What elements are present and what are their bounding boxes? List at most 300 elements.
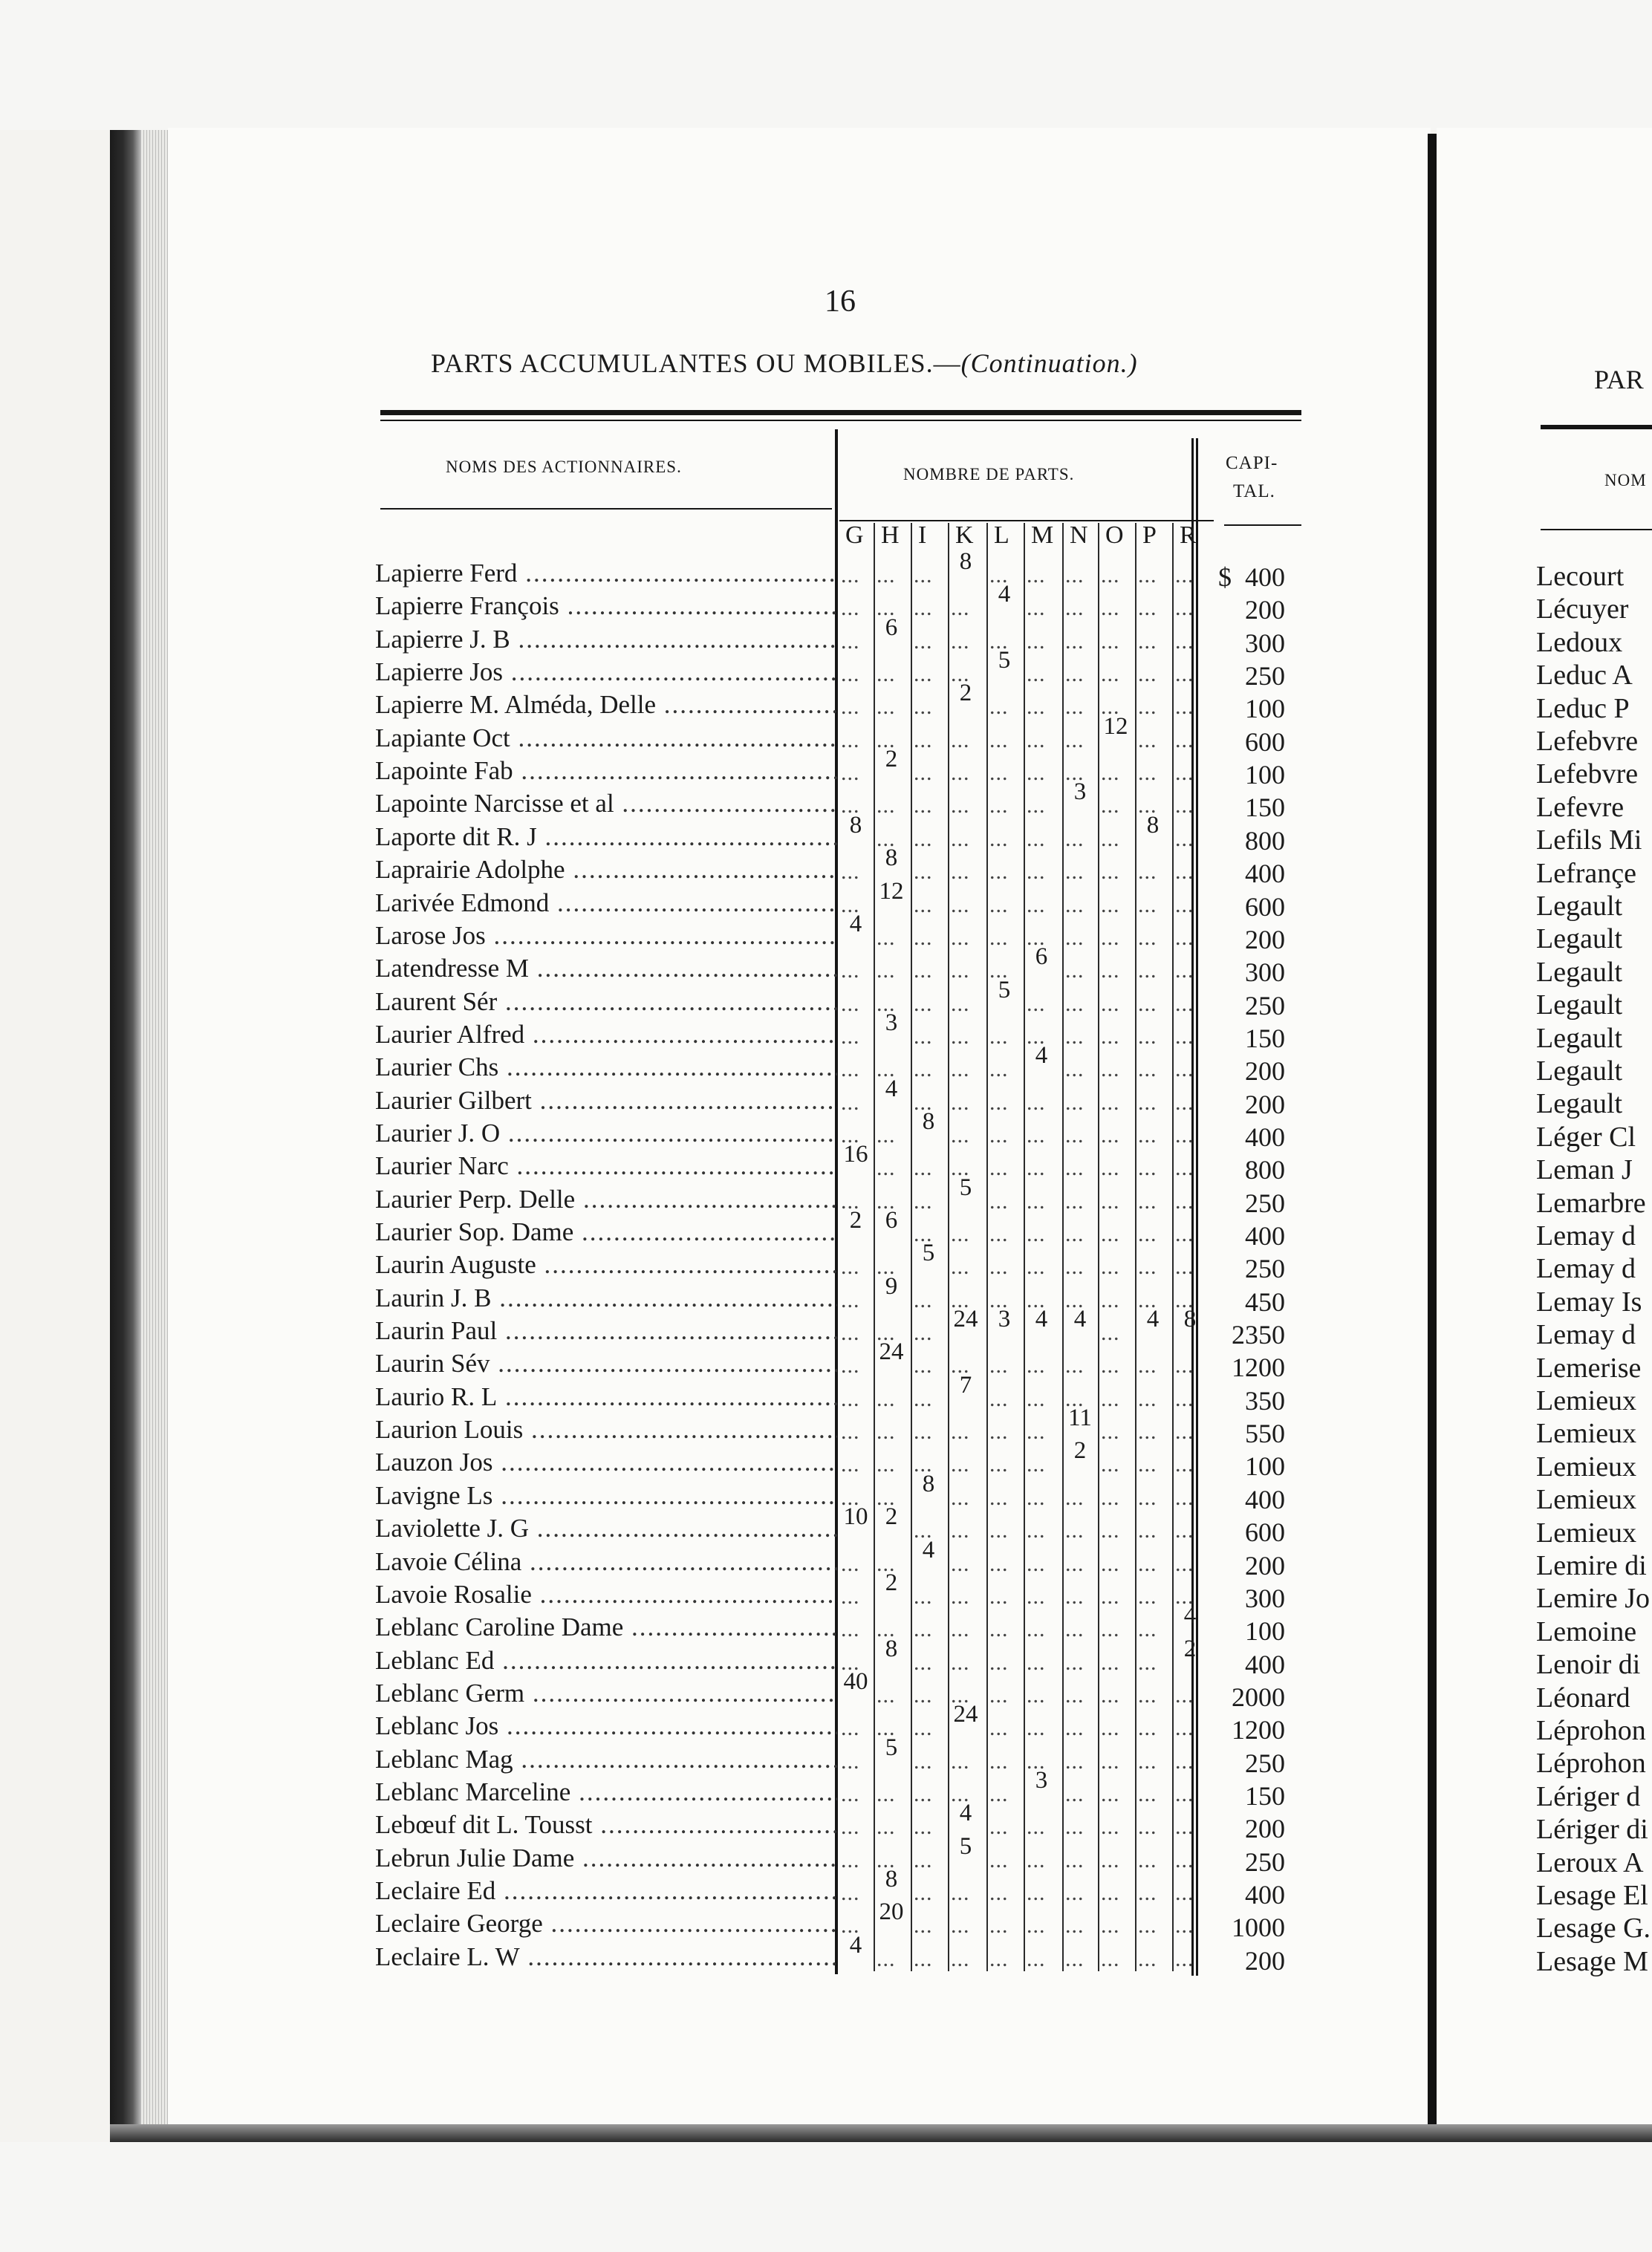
table-row bbox=[375, 657, 837, 690]
table-row bbox=[375, 1415, 837, 1448]
dot-leader: ... bbox=[1065, 1485, 1084, 1510]
parts-value-h: 8 bbox=[885, 844, 898, 872]
dot-leader: ... bbox=[841, 1748, 860, 1774]
dot-leader: ... bbox=[877, 1551, 896, 1576]
table-row bbox=[375, 1349, 837, 1382]
shareholder-name: Leclaire George ..... bbox=[375, 1909, 837, 1939]
dot-leader: ... bbox=[1138, 1452, 1157, 1477]
next-page-name: Lemerise bbox=[1536, 1352, 1642, 1384]
shareholder-name: Lavoie Rosalie ..... bbox=[375, 1580, 837, 1610]
dot-leader: ... bbox=[1027, 563, 1046, 588]
dot-leader: ... bbox=[1065, 1156, 1084, 1181]
table-row bbox=[375, 723, 837, 756]
parts-value-m: 3 bbox=[1035, 1766, 1048, 1794]
dot-leader: ... bbox=[951, 793, 970, 819]
dot-leader: ... bbox=[914, 1452, 933, 1477]
dot-leader: ... bbox=[841, 1287, 860, 1312]
shareholder-name: Lapierre J. B ..... bbox=[375, 625, 837, 654]
header-parts: NOMBRE DE PARTS. bbox=[903, 465, 1075, 484]
dot-leader: ... bbox=[914, 1682, 933, 1708]
next-page-name: Lefevre bbox=[1536, 791, 1625, 823]
dot-leader: ... bbox=[914, 991, 933, 1016]
dot-leader: ... bbox=[877, 1617, 896, 1642]
dot-leader: ... bbox=[951, 1254, 970, 1280]
parts-value-r: 8 bbox=[1183, 1306, 1197, 1333]
header-names: NOMS DES ACTIONNAIRES. bbox=[446, 458, 682, 476]
dot-leader: ... bbox=[989, 1650, 1009, 1675]
dot-leader: ... bbox=[1101, 1321, 1120, 1346]
dot-leader: ... bbox=[914, 1090, 933, 1115]
parts-value-l: 3 bbox=[998, 1306, 1011, 1333]
dot-leader: ... bbox=[1065, 1222, 1084, 1246]
parts-value-h: 8 bbox=[885, 1635, 898, 1662]
shareholder-name: Larose Jos ..... bbox=[375, 921, 837, 951]
shareholder-name: Lapointe Fab ..... bbox=[375, 756, 837, 786]
next-page-name: Lesage M bbox=[1536, 1945, 1648, 1977]
table-row bbox=[375, 1547, 837, 1580]
parts-value-k: 5 bbox=[959, 1832, 972, 1860]
dot-leader: ... bbox=[1138, 1682, 1157, 1708]
next-page-name: Léonard bbox=[1536, 1682, 1630, 1714]
dot-leader: ... bbox=[1027, 1122, 1046, 1148]
column-letter-k: K bbox=[955, 521, 974, 549]
dot-leader: ... bbox=[1175, 826, 1194, 851]
dot-leader: ... bbox=[989, 1485, 1009, 1510]
dot-leader: ... bbox=[1027, 1156, 1046, 1181]
page-title-continuation: (Continuation.) bbox=[960, 348, 1138, 378]
column-letter-g: G bbox=[845, 521, 864, 549]
dot-leader: ... bbox=[1065, 1024, 1084, 1049]
dot-leader: ... bbox=[1175, 1946, 1194, 1971]
dot-leader: ... bbox=[1175, 1518, 1194, 1543]
dot-leader: ... bbox=[989, 727, 1009, 752]
dot-leader: ... bbox=[841, 628, 860, 654]
dot-leader: ... bbox=[841, 1057, 860, 1082]
dot-leader: ... bbox=[1138, 1748, 1157, 1774]
parts-value-h: 8 bbox=[885, 1866, 898, 1893]
shareholder-name: Laurin J. B ..... bbox=[375, 1283, 837, 1313]
dot-leader: ... bbox=[914, 1881, 933, 1905]
shareholder-name: Leblanc Mag ..... bbox=[375, 1745, 837, 1774]
dot-leader: ... bbox=[1065, 1847, 1084, 1872]
dot-leader: ... bbox=[1101, 1419, 1120, 1445]
dot-leader: ... bbox=[951, 628, 970, 654]
dot-leader: ... bbox=[1027, 1815, 1046, 1840]
dot-leader: ... bbox=[989, 1222, 1009, 1246]
dot-leader: ... bbox=[1175, 1781, 1194, 1806]
dot-leader: ... bbox=[989, 1946, 1009, 1971]
dot-leader: ... bbox=[1175, 596, 1194, 621]
dot-leader: ... bbox=[1065, 1057, 1084, 1082]
top-thick-rule bbox=[380, 410, 1301, 415]
dot-leader: ... bbox=[989, 1781, 1009, 1806]
dot-leader: ... bbox=[1065, 1682, 1084, 1708]
dot-leader: ... bbox=[1027, 1188, 1046, 1214]
dot-leader: ... bbox=[1101, 1946, 1120, 1971]
dot-leader: ... bbox=[1101, 1584, 1120, 1609]
dot-leader: ... bbox=[877, 826, 896, 851]
table-row bbox=[375, 855, 837, 888]
table-row bbox=[375, 1711, 837, 1744]
dot-leader: ... bbox=[1138, 1847, 1157, 1872]
table-row bbox=[375, 1876, 837, 1909]
parts-value-h: 5 bbox=[885, 1734, 898, 1761]
table-row bbox=[375, 987, 837, 1020]
dot-leader: ... bbox=[1175, 694, 1194, 720]
column-letter-p: P bbox=[1142, 521, 1157, 549]
dot-leader: ... bbox=[1101, 793, 1120, 819]
dot-leader: ... bbox=[1138, 1584, 1157, 1609]
shareholder-name: Laurin Paul ..... bbox=[375, 1316, 837, 1346]
dot-leader: ... bbox=[841, 1024, 860, 1049]
dot-leader: ... bbox=[1138, 1617, 1157, 1642]
dot-leader: ... bbox=[914, 1321, 933, 1346]
shareholder-name: Lapiante Oct ..... bbox=[375, 723, 837, 753]
dot-leader: ... bbox=[1101, 1024, 1120, 1049]
dot-leader: ... bbox=[914, 1386, 933, 1411]
dot-leader: ... bbox=[1065, 1815, 1084, 1840]
table-row bbox=[375, 1514, 837, 1546]
capital-value: 400 bbox=[1245, 1649, 1285, 1679]
parts-value-h: 12 bbox=[879, 877, 904, 905]
next-page-name: Léger Cl bbox=[1536, 1121, 1636, 1153]
dot-leader: ... bbox=[1101, 694, 1120, 720]
dot-leader: ... bbox=[1175, 662, 1194, 687]
dot-leader: ... bbox=[1175, 761, 1194, 786]
dot-leader: ... bbox=[1175, 563, 1194, 588]
dot-leader: ... bbox=[1027, 1881, 1046, 1905]
shareholder-name: Lebœuf dit L. Tousst ..... bbox=[375, 1810, 837, 1840]
table-row bbox=[375, 1316, 837, 1349]
parts-value-m: 6 bbox=[1035, 943, 1048, 971]
shareholder-name: Leblanc Germ ..... bbox=[375, 1679, 837, 1708]
dot-leader: ... bbox=[1175, 859, 1194, 885]
dot-leader: ... bbox=[951, 1452, 970, 1477]
parts-value-h: 3 bbox=[885, 1009, 898, 1036]
dot-leader: ... bbox=[914, 1518, 933, 1543]
dot-leader: ... bbox=[951, 892, 970, 917]
parts-value-n: 11 bbox=[1068, 1405, 1092, 1432]
shareholder-name: Lapierre M. Alméda, Delle ..... bbox=[375, 690, 837, 720]
dot-leader: ... bbox=[1138, 1419, 1157, 1445]
parts-value-k: 8 bbox=[959, 548, 972, 575]
shareholder-name: Larivée Edmond ..... bbox=[375, 888, 837, 918]
next-page-name: Lemay d bbox=[1536, 1319, 1636, 1351]
dot-leader: ... bbox=[914, 1913, 933, 1939]
dot-leader: ... bbox=[951, 991, 970, 1016]
table-row bbox=[375, 1020, 837, 1052]
dot-leader: ... bbox=[989, 1287, 1009, 1312]
dot-leader: ... bbox=[951, 1485, 970, 1510]
table-row bbox=[375, 1646, 837, 1679]
table-row bbox=[375, 1283, 837, 1316]
dot-leader: ... bbox=[1065, 1946, 1084, 1971]
dot-leader: ... bbox=[841, 1353, 860, 1379]
table-row bbox=[375, 1942, 837, 1975]
dot-leader: ... bbox=[841, 1321, 860, 1346]
dot-leader: ... bbox=[914, 727, 933, 752]
dot-leader: ... bbox=[1065, 991, 1084, 1016]
dot-leader: ... bbox=[1027, 1518, 1046, 1543]
dot-leader: ... bbox=[989, 563, 1009, 588]
next-page-header-rule bbox=[1541, 529, 1652, 530]
table-row bbox=[375, 888, 837, 921]
dot-leader: ... bbox=[1101, 1881, 1120, 1905]
dot-leader: ... bbox=[877, 958, 896, 983]
dot-leader: ... bbox=[989, 892, 1009, 917]
page-number: 16 bbox=[825, 284, 856, 319]
parts-value-i: 8 bbox=[922, 1107, 935, 1135]
next-page-name: Legault bbox=[1536, 1055, 1623, 1087]
dot-leader: ... bbox=[1138, 727, 1157, 752]
dot-leader: ... bbox=[1027, 1584, 1046, 1609]
dot-leader: ... bbox=[1138, 892, 1157, 917]
dot-leader: ... bbox=[1175, 1584, 1194, 1609]
table-row bbox=[375, 559, 837, 591]
next-page-name: Lefils Mi bbox=[1536, 824, 1642, 856]
capital-value: 250 bbox=[1245, 1748, 1285, 1778]
capital-value: 200 bbox=[1245, 1056, 1285, 1087]
dot-leader: ... bbox=[1065, 1122, 1084, 1148]
capital-value: 600 bbox=[1245, 726, 1285, 757]
dot-leader: ... bbox=[1138, 1287, 1157, 1312]
column-letter-r: R bbox=[1180, 521, 1197, 549]
dot-leader: ... bbox=[877, 1419, 896, 1445]
column-letter-o: O bbox=[1105, 521, 1124, 549]
dot-leader: ... bbox=[1175, 1716, 1194, 1741]
header-capital-line1: CAPI- bbox=[1226, 453, 1278, 473]
capital-value: 300 bbox=[1245, 628, 1285, 658]
dot-leader: ... bbox=[1101, 958, 1120, 983]
dot-leader: ... bbox=[877, 1386, 896, 1411]
shareholder-name: Lapointe Narcisse et al ..... bbox=[375, 789, 837, 819]
dot-leader: ... bbox=[841, 563, 860, 588]
dot-leader: ... bbox=[951, 1419, 970, 1445]
next-page-name: Lemarbre bbox=[1536, 1187, 1646, 1219]
dot-leader: ... bbox=[877, 1485, 896, 1510]
dot-leader: ... bbox=[1027, 662, 1046, 687]
book-cover-edge bbox=[110, 130, 143, 2135]
dot-leader: ... bbox=[1101, 662, 1120, 687]
dot-leader: ... bbox=[914, 859, 933, 885]
dot-leader: ... bbox=[1027, 1650, 1046, 1675]
dot-leader: ... bbox=[1065, 761, 1084, 786]
dot-leader: ... bbox=[877, 1716, 896, 1741]
dot-leader: ... bbox=[1138, 1518, 1157, 1543]
column-letter-n: N bbox=[1070, 521, 1088, 549]
capital-value: 2350 bbox=[1232, 1320, 1285, 1350]
book-gutter bbox=[1428, 134, 1437, 2139]
dot-leader: ... bbox=[989, 1353, 1009, 1379]
table-row bbox=[375, 1382, 837, 1415]
dot-leader: ... bbox=[989, 761, 1009, 786]
dot-leader: ... bbox=[951, 1584, 970, 1609]
dot-leader: ... bbox=[1101, 1716, 1120, 1741]
dot-leader: ... bbox=[1065, 596, 1084, 621]
page-title bbox=[431, 348, 1138, 379]
capital-value: 250 bbox=[1245, 661, 1285, 691]
shareholder-name: Laprairie Adolphe ..... bbox=[375, 855, 837, 885]
dot-leader: ... bbox=[951, 761, 970, 786]
header-capital-line2: TAL. bbox=[1233, 481, 1275, 501]
dot-leader: ... bbox=[989, 1815, 1009, 1840]
table-row bbox=[375, 1185, 837, 1217]
dot-leader: ... bbox=[951, 596, 970, 621]
shareholder-name: Laurier J. O ..... bbox=[375, 1119, 837, 1148]
page-title-main: PARTS ACCUMULANTES OU MOBILES.— bbox=[431, 348, 961, 378]
parts-value-k: 2 bbox=[959, 680, 972, 707]
next-page-name: Lemire di bbox=[1536, 1550, 1647, 1581]
dot-leader: ... bbox=[877, 662, 896, 687]
dot-leader: ... bbox=[1101, 1485, 1120, 1510]
shareholder-name: Laurio R. L ..... bbox=[375, 1382, 837, 1412]
dot-leader: ... bbox=[1027, 991, 1046, 1016]
dot-leader: ... bbox=[1175, 1057, 1194, 1082]
dot-leader: ... bbox=[1027, 925, 1046, 950]
table-row bbox=[375, 1119, 837, 1151]
parts-value-n: 4 bbox=[1073, 1306, 1087, 1333]
next-page-name: Lefebvre bbox=[1536, 758, 1639, 790]
dot-leader: ... bbox=[1138, 1353, 1157, 1379]
dot-leader: ... bbox=[1101, 991, 1120, 1016]
dot-leader: ... bbox=[914, 1419, 933, 1445]
capital-value: 300 bbox=[1245, 1583, 1285, 1613]
parts-value-k: 24 bbox=[953, 1306, 978, 1333]
capital-value: 150 bbox=[1245, 1780, 1285, 1811]
capital-value: 450 bbox=[1245, 1286, 1285, 1317]
next-page-name: Lemieux bbox=[1536, 1517, 1637, 1549]
table-row bbox=[375, 625, 837, 657]
dot-leader: ... bbox=[1065, 628, 1084, 654]
table-row bbox=[375, 789, 837, 821]
dot-leader: ... bbox=[1065, 1386, 1084, 1411]
next-page-name: Legault bbox=[1536, 989, 1623, 1021]
next-page-name: Lenoir di bbox=[1536, 1649, 1641, 1681]
dot-leader: ... bbox=[1138, 628, 1157, 654]
shareholder-name: Laurent Sér ..... bbox=[375, 987, 837, 1017]
dot-leader: ... bbox=[877, 1847, 896, 1872]
dot-leader: ... bbox=[1138, 991, 1157, 1016]
dot-leader: ... bbox=[877, 925, 896, 950]
table-row bbox=[375, 756, 837, 789]
dot-leader: ... bbox=[841, 1254, 860, 1280]
column-letter-m: M bbox=[1031, 521, 1054, 549]
dot-leader: ... bbox=[841, 1419, 860, 1445]
dot-leader: ... bbox=[841, 958, 860, 983]
dot-leader: ... bbox=[1101, 761, 1120, 786]
capital-value: 400 bbox=[1245, 1880, 1285, 1910]
dot-leader: ... bbox=[841, 1716, 860, 1741]
capital-value: 400 bbox=[1245, 1221, 1285, 1251]
dot-leader: ... bbox=[1065, 1617, 1084, 1642]
parts-value-i: 5 bbox=[922, 1240, 935, 1267]
dot-leader: ... bbox=[989, 1419, 1009, 1445]
dot-leader: ... bbox=[989, 1386, 1009, 1411]
capital-value: 200 bbox=[1245, 1089, 1285, 1119]
dot-leader: ... bbox=[1175, 1090, 1194, 1115]
capital-value: 200 bbox=[1245, 1550, 1285, 1581]
dot-leader: ... bbox=[989, 793, 1009, 819]
parts-value-l: 5 bbox=[998, 976, 1011, 1003]
dot-leader: ... bbox=[1101, 1815, 1120, 1840]
dot-leader: ... bbox=[1175, 1452, 1194, 1477]
dot-leader: ... bbox=[1175, 1122, 1194, 1148]
shareholder-name: Laurin Sév ..... bbox=[375, 1349, 837, 1379]
dot-leader: ... bbox=[1065, 727, 1084, 752]
dot-leader: ... bbox=[1101, 1254, 1120, 1280]
dot-leader: ... bbox=[914, 1847, 933, 1872]
shareholder-name: Laurier Chs ..... bbox=[375, 1052, 837, 1082]
shareholder-name: Lapierre François ..... bbox=[375, 591, 837, 621]
next-page-name: Lériger d bbox=[1536, 1780, 1641, 1812]
dot-leader: ... bbox=[1138, 1386, 1157, 1411]
dot-leader: ... bbox=[1138, 1222, 1157, 1246]
table-row bbox=[375, 1481, 837, 1514]
next-page-name: Lemay Is bbox=[1536, 1286, 1642, 1318]
dot-leader: ... bbox=[951, 1781, 970, 1806]
dot-leader: ... bbox=[989, 628, 1009, 654]
dot-leader: ... bbox=[1027, 1090, 1046, 1115]
dot-leader: ... bbox=[1101, 1188, 1120, 1214]
dot-leader: ... bbox=[1175, 991, 1194, 1016]
dot-leader: ... bbox=[1027, 1485, 1046, 1510]
dot-leader: ... bbox=[1065, 1188, 1084, 1214]
dot-leader: ... bbox=[1027, 826, 1046, 851]
dot-leader: ... bbox=[1027, 1946, 1046, 1971]
dot-leader: ... bbox=[989, 859, 1009, 885]
dot-leader: ... bbox=[1138, 793, 1157, 819]
dot-leader: ... bbox=[1175, 892, 1194, 917]
dot-leader: ... bbox=[1027, 727, 1046, 752]
dot-leader: ... bbox=[914, 1057, 933, 1082]
table-row bbox=[375, 1250, 837, 1283]
shareholder-name: Lapierre Ferd ..... bbox=[375, 559, 837, 588]
dot-leader: ... bbox=[1175, 1024, 1194, 1049]
parts-value-h: 6 bbox=[885, 1207, 898, 1234]
dot-leader: ... bbox=[1065, 1913, 1084, 1939]
dot-leader: ... bbox=[1101, 563, 1120, 588]
currency-symbol: $ bbox=[1218, 562, 1232, 592]
dot-leader: ... bbox=[1175, 1748, 1194, 1774]
dot-leader: ... bbox=[1065, 925, 1084, 950]
dot-leader: ... bbox=[1027, 1682, 1046, 1708]
dot-leader: ... bbox=[841, 1913, 860, 1939]
dot-leader: ... bbox=[951, 1617, 970, 1642]
top-thin-rule bbox=[380, 420, 1301, 421]
table-row bbox=[375, 1217, 837, 1250]
scan-background-top bbox=[0, 0, 1652, 130]
dot-leader: ... bbox=[914, 892, 933, 917]
dot-leader: ... bbox=[1065, 892, 1084, 917]
dot-leader: ... bbox=[841, 1815, 860, 1840]
dot-leader: ... bbox=[951, 826, 970, 851]
dot-leader: ... bbox=[989, 1584, 1009, 1609]
shareholder-name: Leblanc Ed ..... bbox=[375, 1646, 837, 1676]
dot-leader: ... bbox=[1101, 1222, 1120, 1246]
dot-leader: ... bbox=[1175, 1847, 1194, 1872]
capital-value: 550 bbox=[1245, 1419, 1285, 1449]
dot-leader: ... bbox=[1138, 694, 1157, 720]
dot-leader: ... bbox=[1065, 1881, 1084, 1905]
dot-leader: ... bbox=[951, 1090, 970, 1115]
column-divider bbox=[948, 523, 949, 1971]
next-page-name: Lemieux bbox=[1536, 1484, 1637, 1516]
dot-leader: ... bbox=[951, 859, 970, 885]
parts-value-n: 3 bbox=[1073, 778, 1087, 806]
dot-leader: ... bbox=[877, 1321, 896, 1346]
capital-value: 400 bbox=[1245, 1122, 1285, 1152]
shareholder-name: Laurier Sop. Dame ..... bbox=[375, 1217, 837, 1247]
